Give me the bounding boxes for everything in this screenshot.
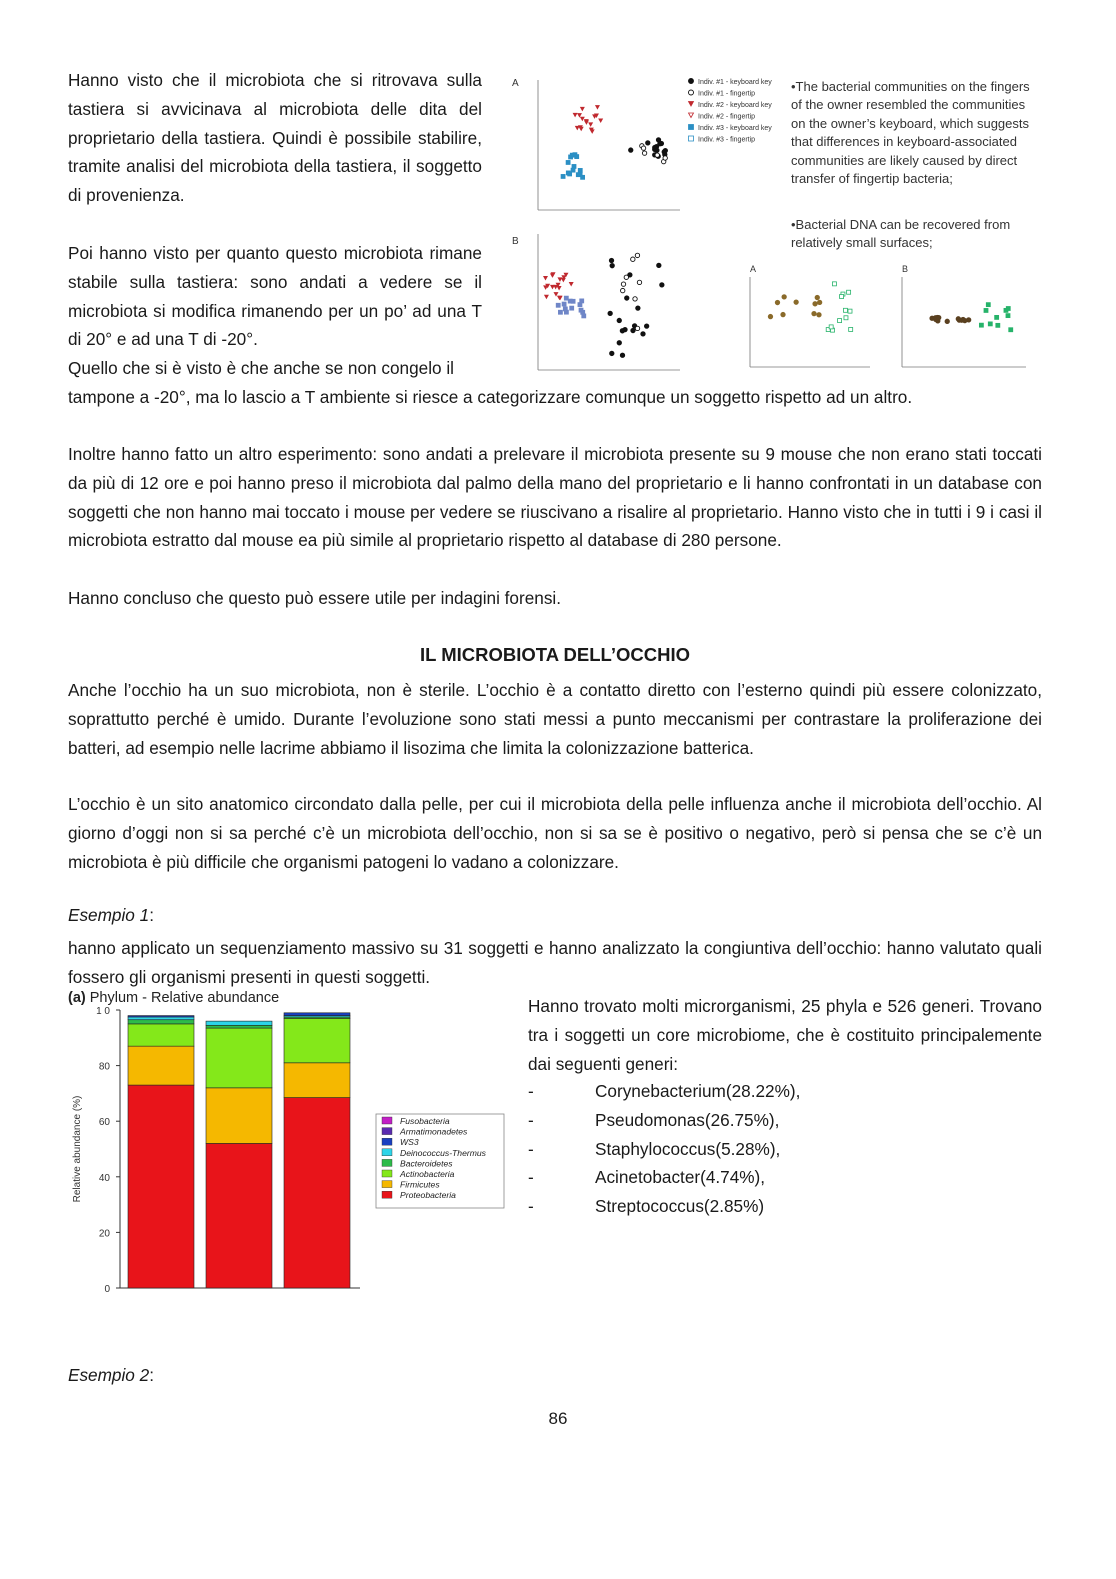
scatter-point xyxy=(956,317,960,321)
scatter-point xyxy=(595,105,600,110)
page-number: 86 xyxy=(548,1409,568,1428)
scatter-point xyxy=(844,316,848,320)
paragraph-eye-intro: Anche l’occhio ha un suo microbiota, non è sterile. L’occhio è a contatto diretto con l’esterno quindi più essere colonizzato, soprattutto perché è umido. Durante l’evoluzione sono stati messi a punto meccanismi per contrastare la proliferazione dei batteri, ad esempio nelle lacrime abbiamo il lisozima che limita la colonizzazione batterica. xyxy=(68,680,1042,758)
list-item: - Corynebacterium(28.22%), xyxy=(528,1081,801,1101)
scatter-point xyxy=(588,122,593,127)
scatter-point xyxy=(576,173,580,177)
scatter-point xyxy=(644,324,648,328)
bar-segment-proteobacteria xyxy=(128,1085,194,1288)
scatter-point xyxy=(1006,307,1010,311)
small-panel-b-points xyxy=(930,303,1013,332)
pcoa-legend xyxy=(689,79,773,144)
scatter-point xyxy=(621,282,625,286)
paragraph-mouse-experiment: Inoltre hanno fatto un altro esperimento: sono andati a prelevare il microbiota presente su 9 mouse che non erano stati toccati da più di 12 ore e poi hanno preso il microbiota dal palmo della mano del proprietario e li hanno confrontati in un database con soggetti che non hanno mai toccato i mouse per vedere se riuscivano a risalire al proprietario. Hanno visto che in tutti i 9 i casi il microbiota estratto dal mouse ea più simile al proprietario rispetto al database di 280 persone. xyxy=(68,444,1042,551)
legend-swatch xyxy=(382,1170,392,1177)
scatter-point xyxy=(563,307,567,311)
bar-chart-svg xyxy=(66,1002,511,1312)
panel-b-label: B xyxy=(512,236,519,247)
scatter-point xyxy=(631,328,635,332)
scatter-point xyxy=(781,312,785,316)
list-item: - Pseudomonas(26.75%), xyxy=(528,1109,780,1130)
example-1-label: Esempio 1: xyxy=(68,905,154,925)
scatter-point xyxy=(945,319,949,323)
legend-entry: Deinococcus-Thermus xyxy=(400,1147,486,1158)
chart-title: (a) Phylum - Relative abundance xyxy=(68,990,280,1006)
bar-segment-actinobacteria xyxy=(284,1018,350,1062)
paragraph-eye-skin: L’occhio è un sito anatomico circondato dalla pelle, per cui il microbiota della pelle influenza anche il microbiota dell’occhio. Al giorno d’oggi non si sa perché c’è un microbiota dell’occhio, non si sa se è positivo o negativo, però si pensa che se c’è un microbiota è più difficile che organismi patogeni lo vadano a colonizzare. xyxy=(68,794,1042,872)
genera-list xyxy=(528,1077,800,1221)
legend-label: Indiv. #1 - keyboard key xyxy=(698,79,772,86)
scatter-point xyxy=(617,341,621,345)
scatter-point xyxy=(543,276,548,281)
scatter-point xyxy=(637,280,641,284)
bar-segment-ws- xyxy=(284,1013,350,1016)
paragraph-result-line2: tampone a -20°, ma lo lascio a T ambiente si riesce a categorizzare comunque un soggetto rispetto ad un altro. xyxy=(68,387,913,407)
scatter-point xyxy=(566,160,570,164)
legend-marker xyxy=(689,79,694,84)
scatter-point xyxy=(635,253,639,257)
scatter-point xyxy=(995,315,999,319)
scatter-point xyxy=(655,153,659,157)
scatter-point xyxy=(812,311,816,315)
scatter-point xyxy=(986,303,990,307)
scatter-point xyxy=(582,314,586,318)
scatter-point xyxy=(569,282,574,287)
scatter-point xyxy=(629,148,633,152)
small-panel-a-label: A xyxy=(750,264,757,274)
scatter-point xyxy=(578,303,582,307)
scatter-point xyxy=(621,288,625,292)
scatter-point xyxy=(624,275,628,279)
paragraph-conclusion: Hanno concluso che questo può essere utile per indagini forensi. xyxy=(68,588,562,608)
scatter-point xyxy=(550,273,555,278)
scatter-point xyxy=(641,146,645,150)
example-2-label: Esempio 2: xyxy=(68,1365,154,1385)
legend-label: Indiv. #3 - fingertip xyxy=(698,136,756,144)
scatter-point xyxy=(843,308,847,312)
scatter-point xyxy=(581,175,585,179)
phylum-chart xyxy=(66,990,511,1310)
scatter-point xyxy=(557,286,562,291)
scatter-point xyxy=(610,263,614,267)
legend-marker xyxy=(689,125,694,130)
scatter-point xyxy=(575,126,580,131)
list-item: - Acinetobacter(4.74%), xyxy=(528,1167,766,1188)
bar-segment-actinobacteria xyxy=(206,1028,272,1088)
legend-swatch xyxy=(382,1117,392,1124)
y-tick-label: 60 xyxy=(98,1117,110,1129)
paragraph-core-microbiome: Hanno trovato molti microrganismi, 25 phyla e 526 generi. Trovano tra i soggetti un core microbiome, che è costituito principalemente dai seguenti generi: xyxy=(528,996,1042,1074)
small-panel-a-points xyxy=(768,282,852,332)
scatter-point xyxy=(620,353,624,357)
bar-segment-bacteroidetes xyxy=(128,1020,194,1024)
scatter-point xyxy=(570,153,574,157)
bar-segment-bacteroidetes xyxy=(206,1025,272,1028)
bar-segment-actinobacteria xyxy=(128,1024,194,1046)
legend-label: Indiv. #2 - fingertip xyxy=(698,113,756,121)
legend-label: Indiv. #1 - fingertip xyxy=(698,90,756,98)
scatter-point xyxy=(849,327,853,331)
legend-swatch xyxy=(382,1138,392,1145)
scatter-point xyxy=(996,323,1000,327)
scatter-point xyxy=(580,107,585,112)
scatter-point xyxy=(768,314,772,318)
legend-label: Indiv. #2 - keyboard key xyxy=(698,102,772,109)
scatter-point xyxy=(570,306,574,310)
paragraph-result-line1: Quello che si è visto è che anche se non congelo il xyxy=(68,358,455,378)
panel-a-label: A xyxy=(512,78,519,89)
scatter-point xyxy=(847,290,851,294)
scatter-point xyxy=(1009,328,1013,332)
small-panel-b-label: B xyxy=(902,264,909,274)
scatter-point xyxy=(794,300,798,304)
scatter-point xyxy=(934,316,938,320)
scatter-point xyxy=(579,308,583,312)
y-tick-label: 80 xyxy=(98,1061,110,1073)
scatter-point xyxy=(558,310,562,314)
scatter-point xyxy=(646,141,650,145)
panel-a-points xyxy=(561,105,667,179)
scatter-point xyxy=(815,295,819,299)
legend-marker xyxy=(689,102,694,107)
y-tick-label: 0 xyxy=(104,1284,110,1295)
scatter-point xyxy=(635,326,639,330)
scatter-point xyxy=(657,263,661,267)
scatter-point xyxy=(988,322,992,326)
bar-segment-deinococcus-thermus xyxy=(206,1021,272,1025)
y-tick-label: 40 xyxy=(98,1172,110,1184)
paragraph-sequencing: hanno applicato un sequenziamento massivo su 31 soggetti e hanno analizzato la congiuntiva dell’occhio: hanno valutato quali fossero gli organismi presenti in questi soggetti. xyxy=(68,938,1042,987)
scatter-point xyxy=(617,318,621,322)
legend-label: Indiv. #3 - keyboard key xyxy=(698,125,772,132)
scatter-point xyxy=(840,295,844,299)
scatter-point xyxy=(561,174,565,178)
bar-segment-firmicutes xyxy=(284,1063,350,1098)
scatter-point xyxy=(659,141,663,145)
legend-marker xyxy=(689,136,694,141)
legend-swatch xyxy=(382,1149,392,1156)
legend-entry: WS3 xyxy=(400,1137,419,1148)
paragraph-stability: Poi hanno visto per quanto questo microbiota rimane stabile sulla tastiera: sono andati a vedere se il microbiota si modifica rimanendo per un po’ ad una T di 20° e ad una T di -20°. xyxy=(68,243,482,350)
scatter-point xyxy=(838,319,842,323)
scatter-point xyxy=(1006,314,1010,318)
list-item: - Staphylococcus(5.28%), xyxy=(528,1138,781,1159)
legend-entry: Bacteroidetes xyxy=(400,1158,453,1169)
scatter-point xyxy=(609,258,613,262)
list-item: - Streptococcus(2.85%) xyxy=(528,1196,765,1217)
bar-segment-firmicutes xyxy=(206,1088,272,1144)
panel-b-points xyxy=(543,253,664,357)
scatter-point xyxy=(564,296,568,300)
legend-entry: Proteobacteria xyxy=(400,1190,456,1201)
legend-entry: Fusobacteria xyxy=(400,1116,450,1126)
legend-swatch xyxy=(382,1181,392,1188)
scatter-point xyxy=(817,300,821,304)
scatter-point xyxy=(979,323,983,327)
bullet-text-2: •Bacterial DNA can be recovered from relatively small surfaces; xyxy=(791,217,1011,251)
scatter-point xyxy=(775,300,779,304)
scatter-point xyxy=(829,325,833,329)
bar-segment-proteobacteria xyxy=(206,1143,272,1288)
pcoa-figure xyxy=(510,72,1042,382)
scatter-point xyxy=(578,168,582,172)
scatter-point xyxy=(550,285,555,290)
y-tick-label: 20 xyxy=(98,1228,110,1240)
scatter-point xyxy=(557,277,562,282)
bar-segment-proteobacteria xyxy=(284,1098,350,1288)
scatter-point xyxy=(832,282,836,286)
y-tick-label: 1 0 xyxy=(96,1006,110,1017)
scatter-point xyxy=(984,308,988,312)
bullet-text-1: •The bacterial communities on the fingers of the owner resembled the communities on the owner’s keyboard, which suggests that differences in keyboard-associated communities are likely caused by direct transfer of fingertip bacteria; xyxy=(791,79,1030,187)
scatter-point xyxy=(598,119,603,124)
scatter-point xyxy=(608,311,612,315)
scatter-point xyxy=(625,296,629,300)
scatter-point xyxy=(633,297,637,301)
scatter-point xyxy=(817,313,821,317)
scatter-point xyxy=(660,283,664,287)
scatter-point xyxy=(655,148,659,152)
legend-entry: Armatimonadetes xyxy=(400,1126,468,1137)
legend-swatch xyxy=(382,1128,392,1135)
scatter-point xyxy=(641,332,645,336)
legend-entry: Firmicutes xyxy=(400,1179,440,1190)
scatter-point xyxy=(571,299,575,303)
scatter-point xyxy=(575,155,579,159)
bar-segment-firmicutes xyxy=(128,1046,194,1085)
legend-swatch xyxy=(382,1159,392,1166)
scatter-point xyxy=(636,306,640,310)
scatter-point xyxy=(813,302,817,306)
scatter-point xyxy=(642,151,646,155)
y-axis-label: Relative abundance (%) xyxy=(72,1095,83,1203)
bar-segment-ws- xyxy=(128,1016,194,1017)
scatter-point xyxy=(782,295,786,299)
legend-entry: Actinobacteria xyxy=(400,1169,455,1179)
legend-marker xyxy=(689,113,694,118)
bar-segment-deinococcus-thermus xyxy=(128,1017,194,1020)
scatter-point xyxy=(963,318,967,322)
scatter-point xyxy=(573,113,578,118)
section-heading: IL MICROBIOTA DELL’OCCHIO xyxy=(420,644,690,665)
scatter-point xyxy=(620,329,624,333)
scatter-point xyxy=(848,309,852,313)
paragraph-keyboard-microbiota: Hanno visto che il microbiota che si ritrovava sulla tastiera si avvicinava al microbiota delle dita del proprietario della tastiera. Quindi è possibile stabilire, tramite analisi del microbiota della tastiera, il soggetto di provenienza. xyxy=(68,70,482,206)
scatter-point xyxy=(544,295,549,300)
scatter-point xyxy=(631,257,635,261)
scatter-point xyxy=(556,303,560,307)
scatter-point xyxy=(579,127,584,132)
scatter-point xyxy=(610,351,614,355)
scatter-point xyxy=(562,302,566,306)
scatter-point xyxy=(663,156,667,160)
scatter-point xyxy=(568,172,572,176)
legend-marker xyxy=(689,90,694,95)
legend-swatch xyxy=(382,1191,392,1198)
